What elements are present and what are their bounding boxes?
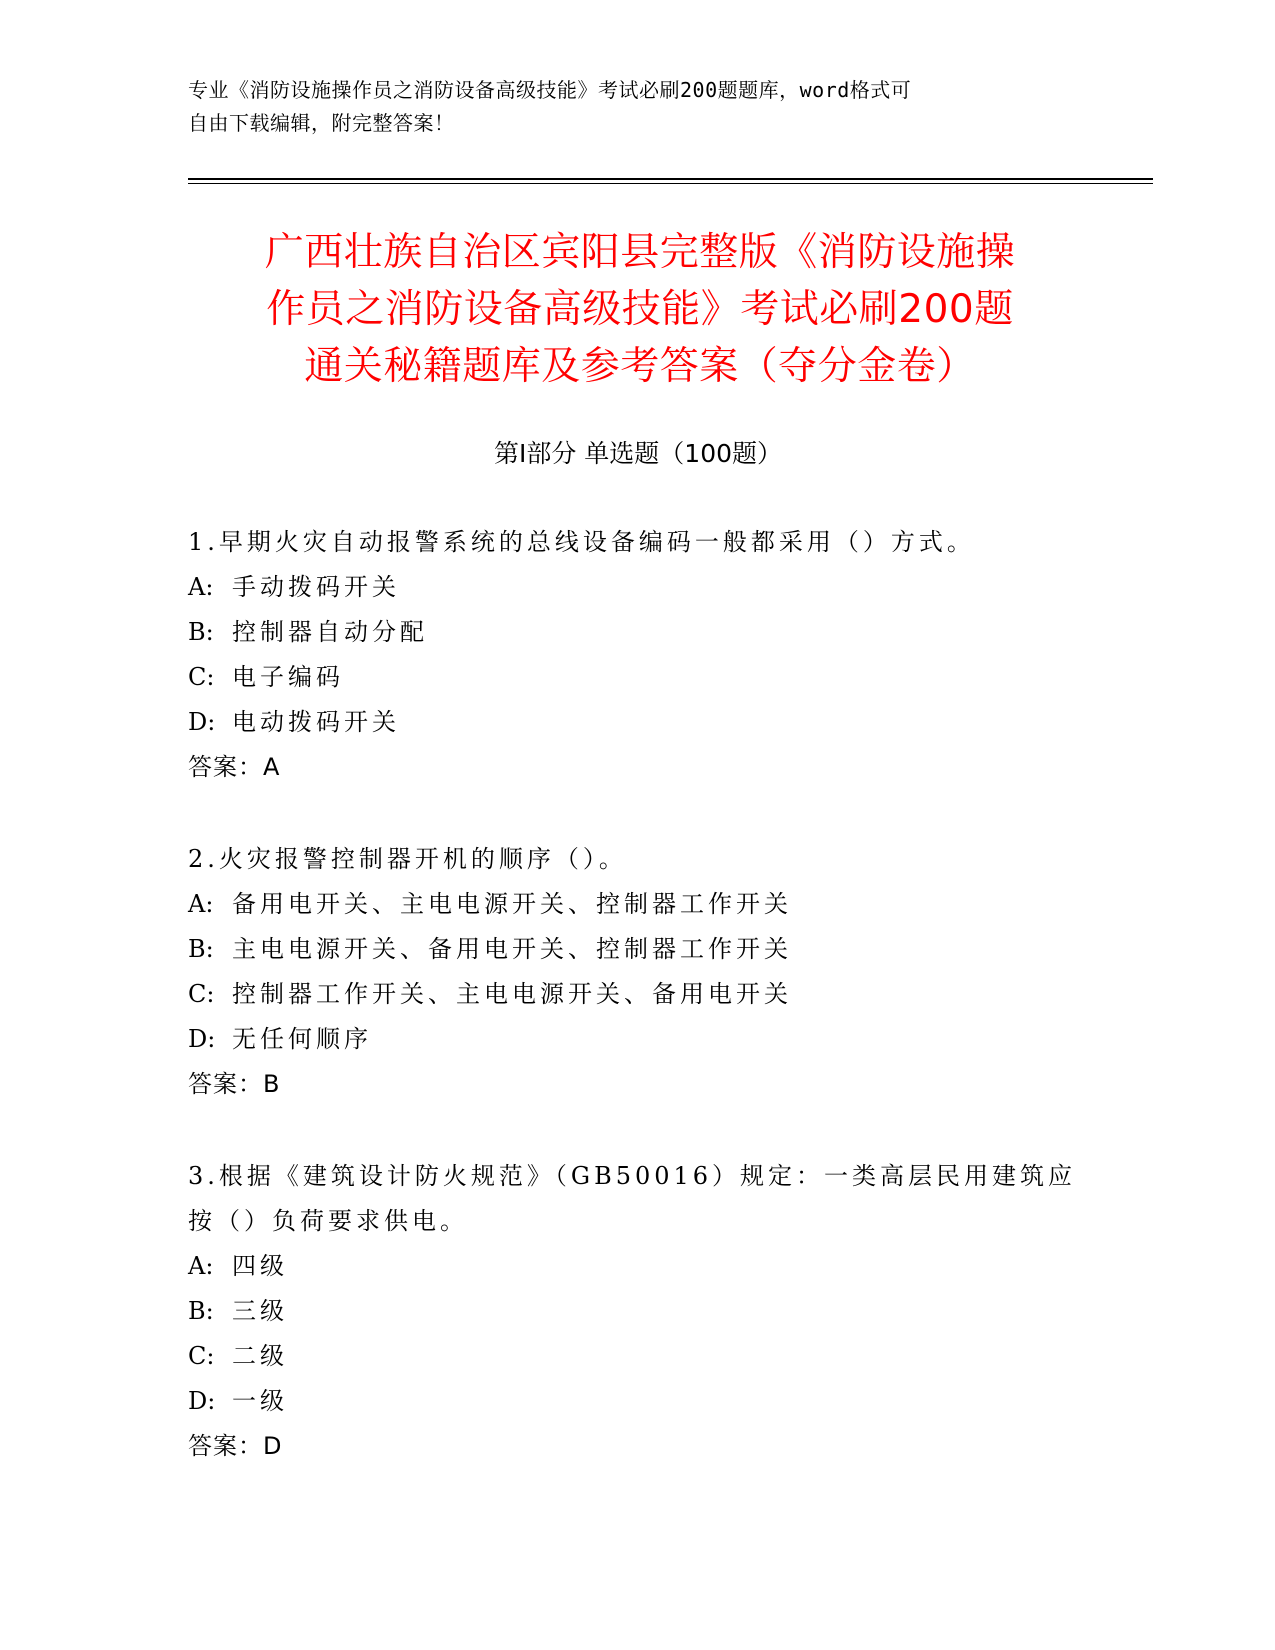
header-divider-thin [188, 183, 1153, 184]
option-d [188, 700, 1088, 745]
header-note-line-1: 专业《消防设施操作员之消防设备高级技能》考试必刷200题题库，word格式可 [188, 78, 912, 102]
option-c [188, 972, 1088, 1017]
option-text: 一级 [232, 1387, 288, 1415]
question-1 [188, 520, 1088, 790]
option-text: 备用电开关、主电电源开关、控制器工作开关 [232, 890, 792, 918]
option-d [188, 1017, 1088, 1062]
option-letter: D: [188, 1387, 216, 1415]
option-text: 控制器自动分配 [232, 618, 428, 646]
answer-line: 答案：B [188, 1070, 281, 1098]
document-title-line-1: 广西壮族自治区宾阳县完整版《消防设施操 [264, 230, 1016, 275]
option-text: 电动拨码开关 [232, 708, 400, 736]
option-b [188, 1289, 1088, 1334]
document-title-line-3: 通关秘籍题库及参考答案（夺分金卷） [304, 344, 976, 389]
option-text: 二级 [232, 1342, 288, 1370]
option-b [188, 610, 1088, 655]
document-title-line-2: 作员之消防设备高级技能》考试必刷200题 [266, 287, 1014, 332]
answer-line: 答案：A [188, 753, 281, 781]
question-stem: 1.早期火灾自动报警系统的总线设备编码一般都采用（）方式。 [188, 528, 975, 556]
option-b [188, 927, 1088, 972]
option-letter: D: [188, 708, 216, 736]
option-letter: A: [188, 1252, 214, 1280]
option-text: 四级 [232, 1252, 288, 1280]
section-heading: 第Ⅰ部分 单选题（100题） [493, 439, 783, 468]
option-letter: C: [188, 663, 215, 691]
header-note [188, 74, 1068, 140]
option-text: 手动拨码开关 [232, 573, 400, 601]
option-letter: B: [188, 1297, 214, 1325]
document-title [190, 224, 1090, 395]
option-text: 主电电源开关、备用电开关、控制器工作开关 [232, 935, 792, 963]
option-text: 电子编码 [232, 663, 344, 691]
option-a [188, 882, 1088, 927]
option-letter: A: [188, 573, 214, 601]
header-note-line-2: 自由下载编辑，附完整答案！ [188, 111, 455, 135]
question-stem: 2.火灾报警控制器开机的顺序（）。 [188, 845, 627, 873]
question-3 [188, 1154, 1088, 1469]
option-letter: B: [188, 618, 214, 646]
question-stem [188, 1154, 1088, 1244]
option-letter: C: [188, 1342, 215, 1370]
question-stem-line-1: 3.根据《建筑设计防火规范》（GB50016）规定：一类高层民用建筑应 [188, 1162, 1077, 1190]
option-text: 三级 [232, 1297, 288, 1325]
option-text: 无任何顺序 [232, 1025, 372, 1053]
option-d [188, 1379, 1088, 1424]
option-letter: B: [188, 935, 214, 963]
option-letter: C: [188, 980, 215, 1008]
header-divider-thick [188, 178, 1153, 180]
option-letter: A: [188, 890, 214, 918]
question-2 [188, 837, 1088, 1107]
option-letter: D: [188, 1025, 216, 1053]
option-text: 控制器工作开关、主电电源开关、备用电开关 [232, 980, 792, 1008]
question-stem-line-2: 按（）负荷要求供电。 [188, 1207, 468, 1235]
answer-line: 答案：D [188, 1432, 283, 1460]
option-a [188, 565, 1088, 610]
option-a [188, 1244, 1088, 1289]
option-c [188, 1334, 1088, 1379]
option-c [188, 655, 1088, 700]
